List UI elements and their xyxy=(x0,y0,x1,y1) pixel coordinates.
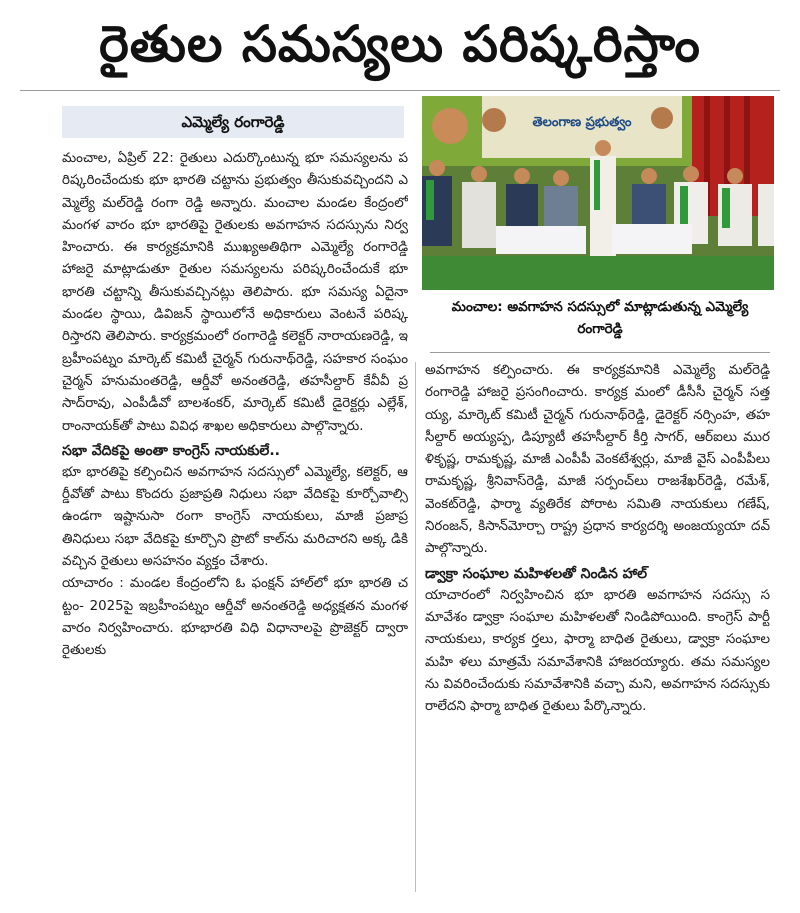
headline: రైతుల సమస్యలు పరిష్కరిస్తాం xyxy=(99,15,701,73)
event-photo xyxy=(422,96,774,290)
photo-banner-text: తెలంగాణ ప్రభుత్వం xyxy=(532,115,632,130)
left-paragraph-2: భూ భారతిపై కల్పించిన అవగాహన సదస్సులో ఎమ్మెల్యే, కలెక్టర్, ఆర్డీవోతో పాటు కొందరు ప్రజాప్రతి నిధులు సభా వేదికపై కూర్చోవాల్సి ఉండగా ఇష్టానుసా రంగా కాంగ్రెస్ నాయకులు, మాజీ ప్రజాప్రతినిధులు సభా వేదికపై కూర్చొని ప్రొటో కాల్‌ను మరిచారని అక్క డికి వచ్చిన రైతులు అసహనం వ్యక్తం చేశారు. xyxy=(62,464,408,570)
left-paragraph-1: మంచాల, ఏప్రిల్ 22: రైతులు ఎదుర్కొంటున్న భూ సమస్యలను పరిష్కరించేందుకు భూ భారతి చట్టాను ప్రభుత్వం తీసుకువచ్చిందని ఎమ్మెల్యే మల్‌రెడ్డి రంగా రెడ్డి అన్నారు. మంచాల మండల కేంద్రంలో మంగళ వారం భూ భారతిపై రైతులకు అవగాహన సదస్సును నిర్వహించారు. ఈ కార్యక్రమానికి ముఖ్యఅతిథిగా ఎమ్మెల్యే రంగారెడ్డి హాజరై మాట్లాడుతూ రైతుల సమస్యలను పరిష్కరించేందుకే భూ భారతి చట్టాన్ని తీసుకువచ్చినట్లు తెలిపారు. భూ సమస్య ఏదైనా మండల స్థాయి, డివిజన్ స్థాయిలోనే అధికారులు వెంటనే పరిష్కరిస్తారని తెలిపారు. కార్యక్రమంలో రంగారెడ్డి కలెక్టర్ నారాయణరెడ్డి, ఇబ్రహీంపట్నం మార్కెట్ కమిటీ చైర్మన్ గురునాథ్‌రెడ్డి, సహకార సంఘం చైర్మన్ హనుమంతరెడ్డి, ఆర్డీవో అనంతరెడ్డి, తహసీల్దార్ కేవీవీ ప్రసాద్‌రావు, ఎంపీడీవో బాలశంకర్, మార్కెట్ కమిటీ డైరెక్టర్లు ఎల్లేశ్, రాంనాయక్‌తో పాటు వివిధ శాఖల అధికారులు పాల్గొన్నారు. xyxy=(62,151,408,434)
photo-caption: మంచాల: అవగాహన సదస్సులో మాట్లాడుతున్న ఎమ్మెల్యే రంగారెడ్డి xyxy=(451,299,749,337)
column-separator xyxy=(415,362,416,892)
byline: ఎమ్మెల్యే రంగారెడ్డి xyxy=(62,106,404,138)
right-subheading: డ్వాక్రా సంఘాల మహిళలతో నిండిన హాల్ xyxy=(425,565,648,582)
right-paragraph-2: యాచారంలో నిర్వహించిన భూ భారతి అవగాహన సదస్సు సమావేశం డ్వాక్రా సంఘాల మహిళలతో నిండిపోయింది. కాంగ్రెస్ పార్టీ నాయకులు, కార్యక ర్తలు, ఫార్మా బాధిత రైతులు, డ్వాక్రా సంఘాల మహి ళలు మాత్రమే సమావేశానికి హాజరయ్యారు. తమ సమస్యలను వివరించేందుకు సమావేశానికి వచ్చా మని, అవగాహన సదస్సుకు రాలేదని ఫార్మా బాధిత రైతులు పేర్కొన్నారు. xyxy=(425,587,770,715)
caption-rule xyxy=(430,352,770,353)
headline-rule xyxy=(20,90,780,91)
right-column xyxy=(425,360,770,900)
event-photo-illustration xyxy=(422,96,774,290)
left-subheading: సభా వేదికపై అంతా కాంగ్రెస్ నాయకులే.. xyxy=(62,442,280,459)
right-paragraph-1: అవగాహన కల్పించారు. ఈ కార్యక్రమానికి ఎమ్మెల్యే మల్‌రెడ్డి రంగారెడ్డి హాజరై ప్రసంగించారు. కార్యక్ర మంలో డీసీసీ చైర్మన్ సత్తయ్య, మార్కెట్ కమిటీ చైర్మన్ గురునాథ్‌రెడ్డి, డైరెక్టర్ నర్సింహ, తహసీల్దార్ అయ్యప్ప, డిప్యూటీ తహసీల్దార్ కీర్తి సాగర్, ఆర్ఐలు మురళికృష్ణ, రామకృష్ణ, మాజీ ఎంపీపీ వెంకటేశ్వర్లు, మాజీ వైస్ ఎంపీపీలు రామకృష్ణ, శ్రీనివాస్‌రెడ్డి, మాజీ సర్పంచ్‌లు రాజశేఖర్‌రెడ్డి, రమేశ్, వెంకట్‌రెడ్డి, ఫార్మా వ్యతిరేక పోరాట సమితి నాయకులు గణేష్, నిరంజన్, కిసాన్‌మోర్చా రాష్ట్ర ప్రధాన కార్యదర్శి అంజయ్యయా దవ్ పాల్గొన్నారు. xyxy=(425,363,770,557)
left-column xyxy=(62,148,408,900)
left-paragraph-3: యాచారం : మండల కేంద్రంలోని ఓ ఫంక్షన్ హాల్‌లో భూ భారతి చట్టం- 2025పై ఇబ్రహీంపట్నం ఆర్డీవో అనంతరెడ్డి అధ్యక్షతన మంగళవారం నిర్వహించారు. భూభారతి విధి విధానాలపై ప్రొజెక్టర్ ద్వారా రైతులకు xyxy=(62,576,408,659)
